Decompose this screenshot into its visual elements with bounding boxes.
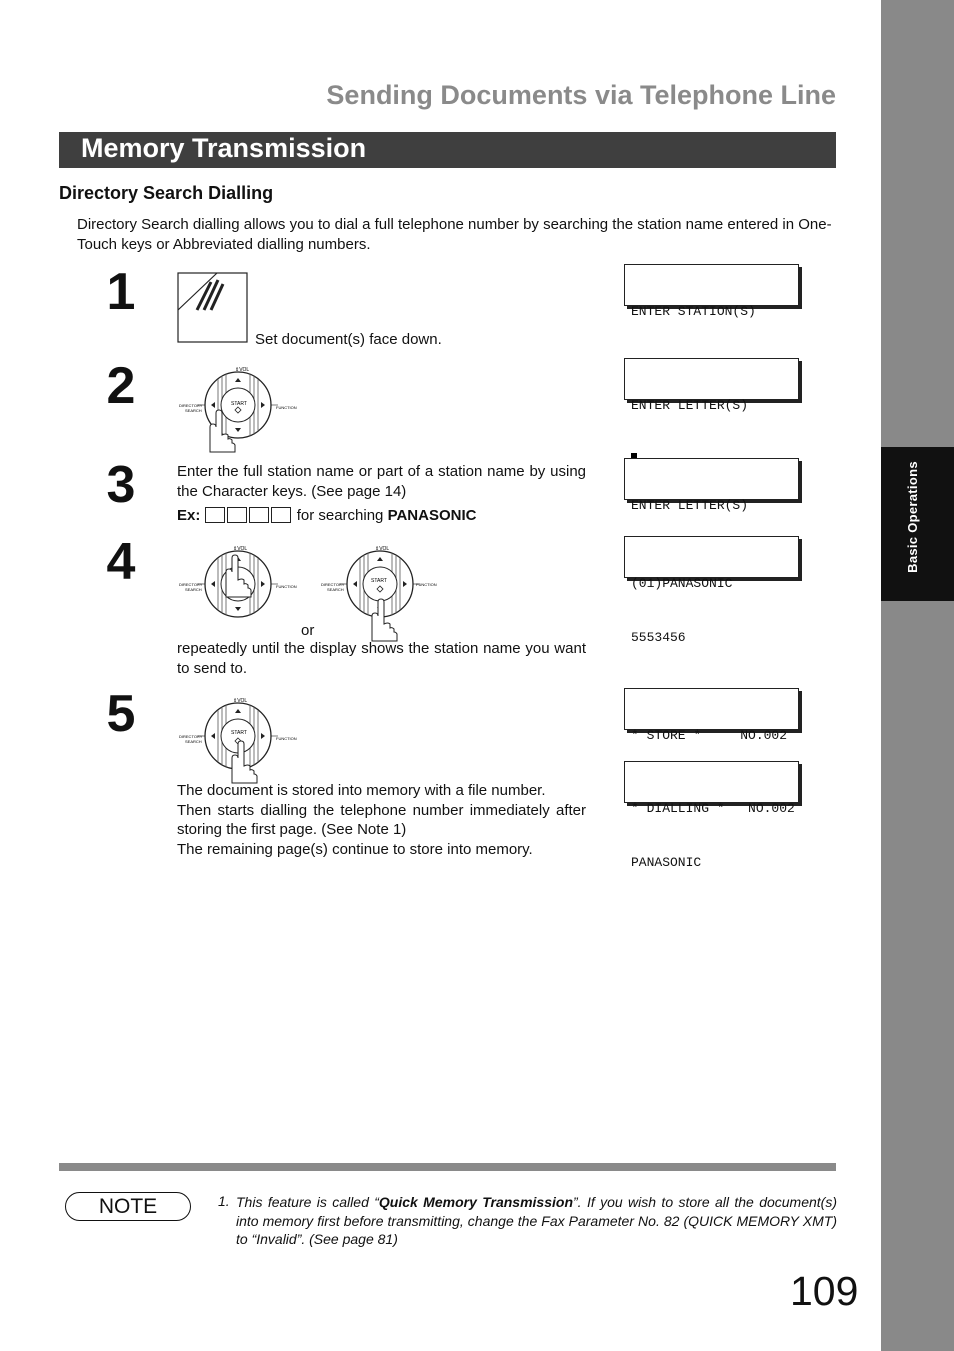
note-badge: NOTE	[65, 1192, 191, 1221]
character-key-box	[227, 507, 247, 523]
svg-text:START: START	[371, 578, 387, 584]
section-title: Memory Transmission	[81, 133, 367, 163]
lcd-step-4-line-1: (01)PANASONIC	[631, 576, 733, 591]
lcd-step-5-store	[624, 688, 799, 743]
keypad-up-arrow	[178, 540, 303, 622]
example-word: PANASONIC	[387, 507, 477, 524]
svg-text:START: START	[231, 730, 247, 736]
note-text-bold: Quick Memory Transmission	[378, 1194, 574, 1210]
svg-text:⇕VOL: ⇕VOL	[375, 546, 390, 552]
example-prefix: Ex:	[177, 507, 201, 524]
chapter-tab-label: Basic Operations	[905, 461, 920, 573]
lcd-step-1	[624, 264, 799, 319]
character-key-box	[271, 507, 291, 523]
svg-text:FUNCTION: FUNCTION	[416, 582, 437, 587]
svg-text:SEARCH: SEARCH	[185, 739, 202, 744]
step-number-5: 5	[106, 685, 136, 743]
step-1-text: Set document(s) face down.	[255, 331, 442, 348]
character-key-box	[249, 507, 269, 523]
svg-text:DIRECTORY: DIRECTORY	[321, 582, 345, 587]
keypad-down-arrow	[320, 540, 445, 635]
lcd-step-4	[624, 536, 799, 645]
svg-text:SEARCH: SEARCH	[327, 587, 344, 592]
lcd-store-line-1: * STORE * NO.002	[631, 728, 788, 743]
side-margin-band	[881, 0, 954, 1351]
page-number: 109	[790, 1268, 859, 1314]
note-number: 1.	[218, 1193, 230, 1209]
lcd-step-3	[624, 458, 799, 513]
keypad-start	[178, 692, 303, 774]
note-text-before: This feature is called “	[236, 1194, 379, 1210]
svg-text:FUNCTION: FUNCTION	[276, 405, 297, 410]
note-text-after: ”. If you wish to store all the document(s) into memory first before transmitting, change the Fax Parameter No. 82 (QUICK MEMORY XMT) to “Invalid”. (See page 81)	[236, 1194, 838, 1247]
chapter-title: Sending Documents via Telephone Line	[326, 80, 836, 110]
lcd-dialling-line-1: * DIALLING * NO.002	[631, 801, 795, 816]
pointing-hand-icon	[370, 598, 400, 634]
lcd-step-3-line-1: ENTER LETTER(S)	[631, 498, 749, 513]
step-number-4: 4	[106, 533, 136, 591]
step-number-3: 3	[106, 456, 136, 514]
pointing-hand-icon	[230, 740, 260, 776]
note-divider	[59, 1163, 836, 1171]
pointing-hand-icon	[224, 554, 254, 590]
lcd-step-4-line-2: 5553456	[631, 630, 686, 645]
svg-text:⇕VOL: ⇕VOL	[235, 367, 250, 373]
step-4-or: or	[301, 622, 315, 639]
step-3-example	[177, 506, 476, 526]
lcd-step-2-line-1: ENTER LETTER(S)	[631, 398, 749, 413]
intro-paragraph: Directory Search dialling allows you to dial a full telephone number by searching the station name entered in One-Touch keys or Abbreviated dialling numbers.	[77, 216, 832, 253]
lcd-step-5-dialling	[624, 761, 799, 870]
svg-text:FUNCTION: FUNCTION	[276, 584, 297, 589]
svg-text:DIRECTORY: DIRECTORY	[179, 734, 203, 739]
svg-text:FUNCTION: FUNCTION	[276, 736, 297, 741]
svg-text:DIRECTORY: DIRECTORY	[179, 582, 203, 587]
lcd-dialling-line-2: PANASONIC	[631, 855, 702, 870]
svg-text:DIRECTORY: DIRECTORY	[179, 403, 203, 408]
svg-text:SEARCH: SEARCH	[185, 587, 202, 592]
step-5-text	[177, 781, 586, 859]
lcd-step-1-line-1: ENTER STATION(S)	[631, 304, 756, 319]
step-5-line-1: The document is stored into memory with a file number.	[177, 782, 546, 799]
svg-text:⇕VOL: ⇕VOL	[233, 546, 248, 552]
example-suffix: for searching	[296, 507, 384, 524]
keypad-icon	[178, 361, 303, 443]
step-number-1: 1	[106, 263, 136, 321]
document-face-down-icon	[177, 270, 251, 345]
keypad-directory-search	[178, 361, 303, 443]
note-text	[236, 1193, 837, 1249]
subsection-title: Directory Search Dialling	[59, 183, 274, 203]
svg-text:⇕VOL: ⇕VOL	[233, 698, 248, 704]
character-key-box	[205, 507, 225, 523]
step-number-2: 2	[106, 357, 136, 415]
step-5-line-2: Then starts dialling the telephone number immediately after storing the first page. (See Note 1)	[177, 801, 586, 838]
svg-text:START: START	[231, 401, 247, 407]
pointing-hand-icon	[208, 409, 238, 445]
step-3-text: Enter the full station name or part of a station name by using the Character keys. (See page 14)	[177, 463, 586, 500]
svg-text:SEARCH: SEARCH	[185, 408, 202, 413]
step-4-text: repeatedly until the display shows the station name you want to send to.	[177, 640, 586, 677]
lcd-step-2	[624, 358, 799, 413]
step-5-line-3: The remaining page(s) continue to store into memory.	[177, 840, 533, 858]
